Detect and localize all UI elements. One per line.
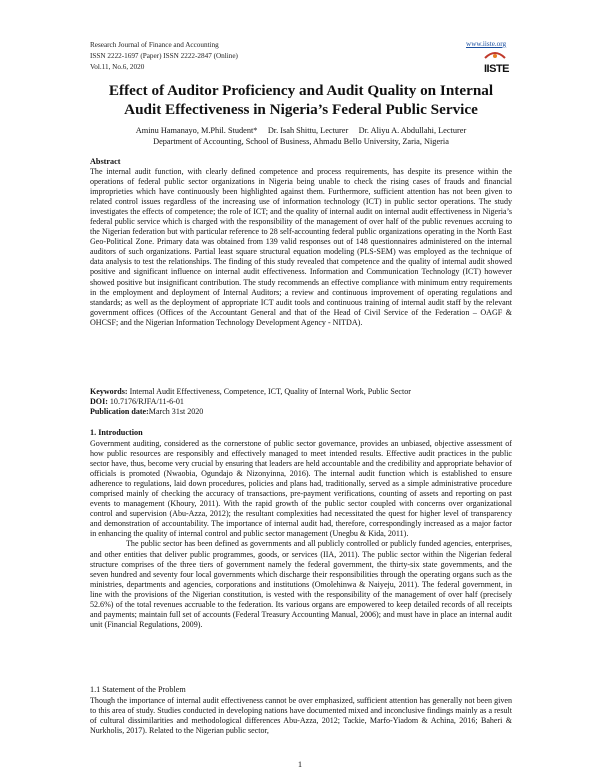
metadata-block <box>90 387 512 417</box>
journal-url-link[interactable]: www.iiste.org <box>466 40 507 48</box>
keywords-line <box>90 387 512 397</box>
abstract-text: The internal audit function, with clearly defined competence and process requirements, has despite its presence within the operations of federal public sector organizations in Nigeria being unable to check the rising cases of frauds and financial improprieties which have continuously been highlighted against them. Furthermore, sufficient attention has not been given to related control issues regardless of the increasing use of information technology (ICT) in public sector operations. The study investigates the effects of competence; the role of ICT; and the quality of internal audit on internal audit effectiveness in Nigeria’s federal public service which is charged with the responsibility of the management of over half of the public revenues accruing to the Nigerian federation but with particular reference to 28 self-accounting federal public organizations operating in the North East Geo-Political Zone. Primary data was obtained from 139 valid responses out of 148 questionnaires administered on the internal auditors of such organizations. Partial least square structural equation modeling (PLS-SEM) was employed as the technique of data analysis to test the relationships. The finding of this study revealed that competence and the quality of internal audit showed positive and significant influence on internal audit effectiveness. Information and Communication Technology (ICT) however showed positive but insignificant contribution. The study recommends an effective compliance with minimum entry requirements in the employment and deployment of Internal Auditors; a review and continuous improvement of operating regulations and standards; as well as the deployment of appropriate ICT audit tools and continuous training of internal audit staff by the relevant government offices (Offices of the Accountant General and that of the Head of Civil Service of the Federation – OAGF & OHCSF; and the Nigerian Information Technology Development Agency - NITDA). <box>90 167 512 327</box>
pubdate-label: Publication date: <box>90 407 149 417</box>
abstract-body <box>90 167 512 328</box>
author-affiliation: Department of Accounting, School of Business, Ahmadu Bello University, Zaria, Nigeria <box>153 137 449 146</box>
problem-body <box>90 696 512 736</box>
intro-paragraph-1: Government auditing, considered as the cornerstone of public sector governance, provides an unbiased, objective assessment of how public resources are responsibly and effectively managed to meet intended results. Effective audit practices in the public sector have, thus, become very crucial by ensuring that leaders are held accountable and the credibility and appropriate behavior of officials is promoted (Nwaobia, Ogundajo & Nizonyinna, 2016). The internal audit function which is established to ensure adherence to regulations, laid down procedures, policies and plans had, traditionally, served as a simple administrative procedure comprised mainly of checking the accuracy of transactions, pre-payment verifications, counting of assets and reporting on past events to management (Khoury, 2011). With the rapid growth of the public sector coupled with concerns over organizational control and supervision (Abu-Azza, 2012); the resultant complexities had necessitated the quest for higher level of transparency and demonstration of accountability. The importance of internal audit had, therefore, correspondingly increased as a major factor in enhancing the quality of internal control and public sector management (Unegbu & Kida, 2011). <box>90 439 512 539</box>
doi-line <box>90 397 512 407</box>
abstract-heading: Abstract <box>90 157 121 166</box>
journal-volume: Vol.11, No.6, 2020 <box>90 63 145 71</box>
introduction-body <box>90 439 512 630</box>
keywords-label: Keywords: <box>90 387 128 396</box>
paper-title: Effect of Auditor Proficiency and Audit Quality on Internal Audit Effectiveness in Nigeria’s Federal Public Service <box>108 82 494 118</box>
author-names: Aminu Hamanayo, M.Phil. Student* Dr. Isah Shittu, Lecturer Dr. Aliyu A. Abdullahi, Lecturer <box>135 126 467 135</box>
page-number: 1 <box>297 759 303 769</box>
doi-label: DOI: <box>90 397 108 407</box>
journal-issn: ISSN 2222-1697 (Paper) ISSN 2222-2847 (Online) <box>90 52 238 60</box>
author-block <box>90 125 512 147</box>
iiste-logo-text: IISTE <box>484 63 510 75</box>
intro-paragraph-2: The public sector has been defined as governments and all publicly controlled or publicly funded agencies, enterprises, and other entities that deliver public programmes, goods, or services (IIA, 2011). The public sector within the Nigerian federal structure comprises of the three tiers of government namely the federal government, the thirty-six state governments, and the seven hundred and seventy four local governments which discharge their responsibilities through the operating organs such as the ministries, departments and agencies, corporations and institutions (Omolehinwa & Naiyeju, 2011). The federal government, in line with the provisions of the Nigerian constitution, is vested with the responsibility of the management of over half (precisely 52.6%) of the total revenues accruable to the federation. Its various organs are empowered to keep detailed records of all receipts and payments; maintain full set of accounts (Federal Treasury Accounting Manual, 2006); and must have in place an internal audit unit (Financial Regulations, 2009). <box>90 539 512 629</box>
journal-name: Research Journal of Finance and Accounting <box>90 41 219 49</box>
journal-header <box>90 40 238 73</box>
problem-paragraph-1: Though the importance of internal audit effectiveness cannot be over emphasized, sufficient attention has generally not been given to this area of study. Studies conducted in developing nations have documented mixed and inconclusive findings mainly as a result of cultural dissimilarities and methodological differences Abu-Azza, 2012; Tackie, Marfo-Yiadom & Achina, 2016; Baheri & Nurkholis, 2017). Related to the Nigerian public sector, <box>90 696 512 736</box>
keywords-text: Internal Audit Effectiveness, Competence, ICT, Quality of Internal Work, Public Sector <box>127 387 411 396</box>
problem-heading: 1.1 Statement of the Problem <box>90 685 186 694</box>
introduction-heading: 1. Introduction <box>90 428 143 437</box>
pubdate-text: March 31st 2020 <box>148 407 204 417</box>
doi-text: 10.7176/RJFA/11-6-01 <box>107 397 184 407</box>
pubdate-line <box>90 407 512 417</box>
